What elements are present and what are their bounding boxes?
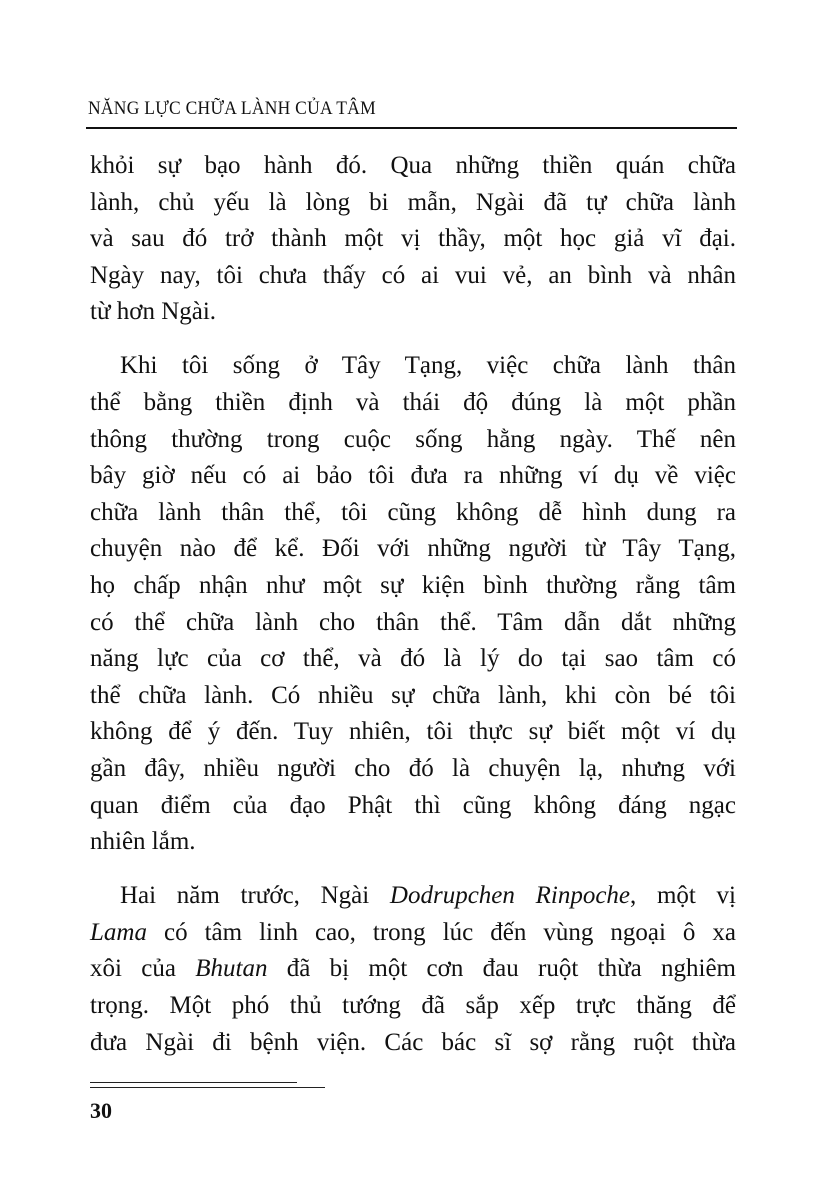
text-line: [90, 915, 736, 952]
text-line: không để ý đến. Tuy nhiên, tôi thực sự biết một ví dụ: [90, 718, 736, 746]
text-line: có thể chữa lành cho thân thể. Tâm dẫn dắt những: [90, 608, 736, 636]
text-line: [90, 951, 736, 988]
text-line: gần đây, nhiều người cho đó là chuyện lạ, nhưng với: [90, 755, 736, 782]
text-segment: Hai năm trước, Ngài: [120, 882, 390, 910]
footer-rule: [90, 1082, 297, 1083]
text-line: trọng. Một phó thủ tướng đã sắp xếp trực thăng để: [90, 992, 736, 1020]
body-text: [90, 148, 736, 1079]
header-rule: [86, 127, 737, 129]
text-line: từ hơn Ngài.: [90, 298, 217, 326]
italic-term: Dodrupchen Rinpoche: [389, 882, 631, 910]
text-segment: có tâm linh cao, trong lúc đến vùng ngoại ô xa: [146, 918, 736, 946]
text-line: Khi tôi sống ở Tây Tạng, việc chữa lành thân: [120, 352, 736, 380]
text-line: chuyện nào để kể. Đối với những người từ Tây Tạng,: [90, 535, 736, 563]
page-number: 30: [90, 1098, 112, 1123]
text-line: khỏi sự bạo hành đó. Qua những thiền quán chữa: [90, 152, 736, 179]
text-segment: , một vị: [630, 882, 737, 910]
text-line: nhiên lắm.: [90, 828, 196, 856]
text-line: thông thường trong cuộc sống hằng ngày. Thế nên: [90, 425, 736, 453]
text-line: đưa Ngài đi bệnh viện. Các bác sĩ sợ rằng ruột thừa: [90, 1028, 736, 1056]
text-line: lành, chủ yếu là lòng bi mẫn, Ngài đã tự chữa lành: [90, 188, 736, 216]
text-line: [90, 878, 736, 915]
running-header: NĂNG LỰC CHỮA LÀNH CỦA TÂM: [88, 98, 376, 119]
text-line: chữa lành thân thể, tôi cũng không dễ hình dung ra: [90, 498, 736, 526]
text-line: Ngày nay, tôi chưa thấy có ai vui vẻ, an bình và nhân: [90, 261, 736, 289]
text-line: quan điểm của đạo Phật thì cũng không đáng ngạc: [90, 791, 736, 819]
text-line: họ chấp nhận như một sự kiện bình thường rằng tâm: [90, 572, 736, 600]
footer-rule: [90, 1087, 325, 1088]
text-segment: đã bị một cơn đau ruột thừa nghiêm: [267, 955, 736, 983]
italic-term: Lama: [90, 918, 147, 946]
text-segment: xôi của: [90, 955, 196, 983]
paragraph: [90, 878, 736, 1061]
text-line: và sau đó trở thành một vị thầy, một học giả vĩ đại.: [90, 225, 736, 253]
italic-term: Bhutan: [195, 955, 268, 983]
text-line: thể chữa lành. Có nhiều sự chữa lành, khi còn bé tôi: [90, 681, 736, 709]
text-line: thể bằng thiền định và thái độ đúng là một phần: [90, 389, 736, 417]
text-line: năng lực của cơ thể, và đó là lý do tại sao tâm có: [90, 645, 736, 673]
text-line: bây giờ nếu có ai bảo tôi đưa ra những ví dụ về việc: [90, 462, 736, 490]
paragraph: [90, 348, 736, 860]
paragraph: [90, 148, 736, 331]
